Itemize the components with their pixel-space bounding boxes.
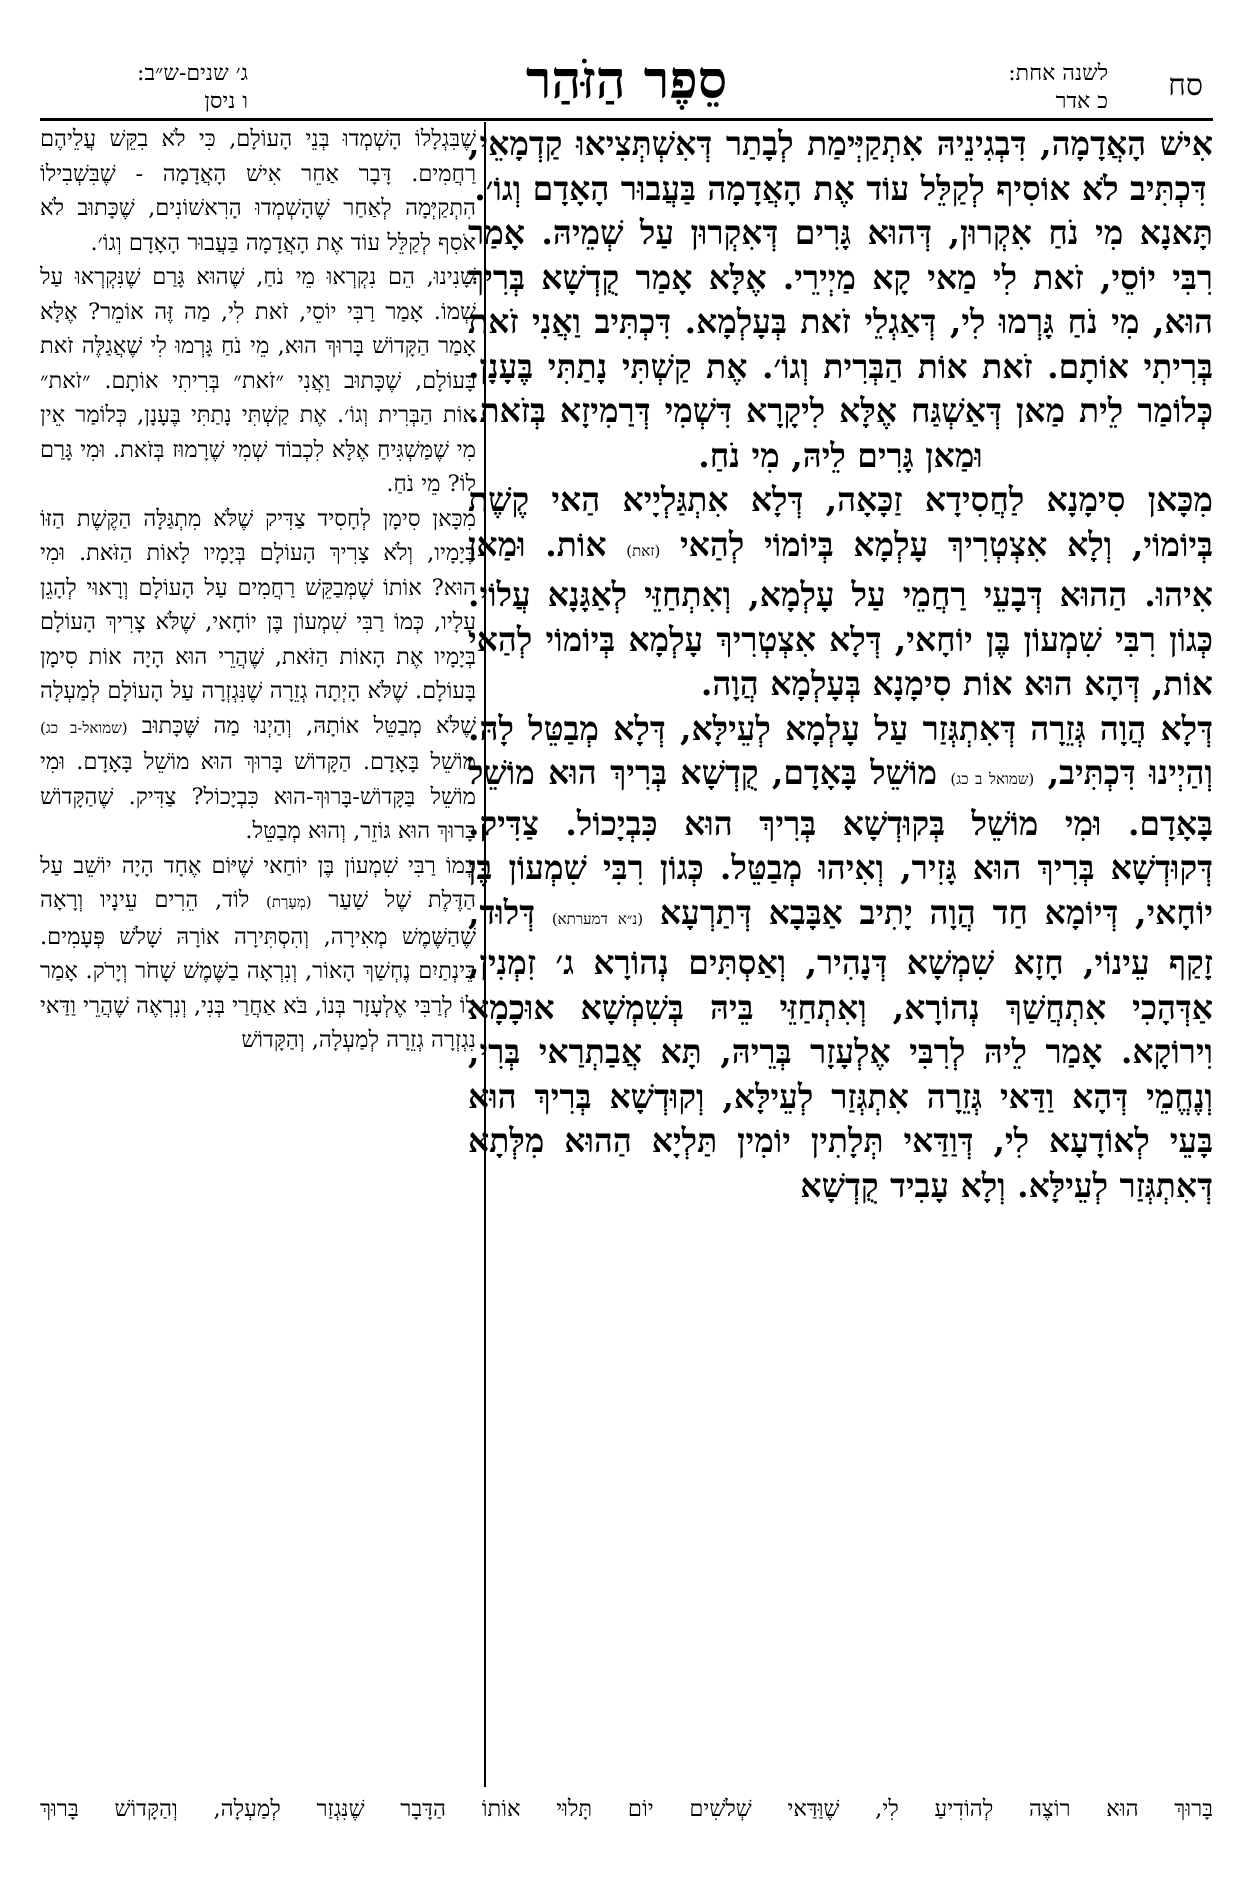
main-paragraph-text: דְּלוּד, זָקַף עֵינוֹי, חָזָא שִׁמְשָׁא דְּנָהִיר, וְאַסְתִּים נְהוֹרָא ג׳ זִמְנִין, אַדְּהָכִי אִתְחֲשַׁךְ נְהוֹרָא, וְאִתְחַזֵּי בֵּיהּ בְּשִׁמְשָׁא אוּכָמָא וִירוֹקָא. אָמַר לֵיהּ לְרִבִּי אֶלְעָזָר בְּרֵיהּ, תָּא אֲבַתְרַאי בְּרִי, וְנֶחֱמֵי דְּהָא וַדַּאי גְּזֵרָה אִתְגְּזַר לְעֵילָּא, וְקוּדְשָׁא בְּרִיךְ הוּא בָּעֵי לְאוֹדָעָא לִי, דְּוַדַּאי תְּלָתִין יוֹמִין תַּלְיָא הַהוּא מִלְּתָא דְּאִתְגְּזַר לְעֵילָּא. וְלָא עָבִיד קֻדְשָׁא bbox=[468, 892, 1213, 1205]
bottom-commentary-line: בָּרוּךְ הוּא רוֹצֶה לְהוֹדִיעַ לִי, שֶׁוַּדַּאי שְׁלֹשִׁים יוֹם תָּלוּי אוֹתוֹ הַדָּבָר שֶׁנִּגְזַר לְמַעְלָה, וְהַקָּדוֹשׁ בָּרוּךְ bbox=[40, 1796, 1213, 1822]
header-right-line1: לשנה אחת: bbox=[1008, 61, 1108, 86]
commentary-paragraph bbox=[40, 502, 476, 849]
header-right-line2: כ אדר bbox=[1055, 89, 1108, 114]
header-left-line2: ו ניסן bbox=[204, 89, 248, 114]
main-ref-maarta: (נ״א דמערתא) bbox=[551, 909, 644, 928]
header-left-date bbox=[48, 60, 248, 116]
main-paragraph-text: מִכָּאן סִימָנָא לַחֲסִידָא זַכָּאָה, דְּלָא אִתְגַּלְיָיא הַאי קֶשֶׁת בְּיוֹמוֹי, וְלָא אִצְטְרִיךְ עָלְמָא בְּיוֹמוֹי לְהַאי bbox=[468, 480, 1213, 564]
page-number: סח bbox=[1168, 68, 1203, 103]
commentary-paragraph-text: מוֹשֵׁל בָּאָדָם. הַקָּדוֹשׁ בָּרוּךְ הוּא מוֹשֵׁל בָּאָדָם. וּמִי מוֹשֵׁל בַּקָּדוֹשׁ-בָּרוּךְ-הוּא כִּבְיָכוֹל? צַדִּיק. שֶׁהַקָּדוֹשׁ בָּרוּךְ הוּא גּוֹזֵר, וְהוּא מְבַטֵּל. bbox=[40, 749, 476, 844]
commentary-paragraph bbox=[40, 849, 476, 1058]
commentary-paragraph: שֶׁבִּגְלָלוֹ הָשְׁמְדוּ בְּנֵי הָעוֹלָם, כִּי לֹא בִקֵּשׁ עֲלֵיהֶם רַחֲמִים. דָּבָר אַחֵר אִישׁ הָאֲדָמָה - שֶׁבִּשְׁבִילוֹ הִתְקַיְּמָה לְאַחַר שֶׁהָשְׁמְדוּ הָרִאשׁוֹנִים, שֶׁכָּתוּב לֹא אֹסִף לְקַלֵּל עוֹד אֶת הָאֲדָמָה בַּעֲבוּר הָאָדָם וְגוֹ׳. bbox=[40, 126, 476, 256]
main-paragraph-text: מוֹשֵׁל בָּאָדָם, קֻדְשָׁא בְּרִיךְ הוּא מוֹשֵׁל בָּאָדָם. וּמִי מוֹשֵׁל בְּקוּדְשָׁא בְּרִיךְ הוּא כִּבְיָכוֹל. צַדִּיק. דְּקוּדְשָׁא בְּרִיךְ הוּא גָּזִיר, וְאִיהוּ מְבַטֵּל. כְּגוֹן רִבִּי שִׁמְעוֹן בֶּן יוֹחָאי, דְּיוֹמָא חַד הֲוָה יָתִיב אַבָּבָא דְּתַרְעָא bbox=[468, 753, 1213, 932]
main-paragraph bbox=[468, 478, 1213, 707]
commentary-column bbox=[40, 122, 476, 1058]
commentary-ref-samuel: (שמואל-ב כג) bbox=[40, 718, 128, 737]
commentary-paragraph-text: לוֹד, הֵרִים עֵינָיו וְרָאָה שֶׁהַשֶּׁמֶשׁ מְאִירָה, וְהִסְתִּירָה אוֹרָהּ שָׁלֹשׁ פְּעָמִים. בֵּינְתַיִם נֶחְשַׁךְ הָאוֹר, וְנִרְאָה בַשֶּׁמֶשׁ שָׁחֹר וְיָרֹק. אָמַר לוֹ לְרַבִּי אֶלְעָזָר בְּנוֹ, בֹּא אַחֲרַי בְּנִי, וְנִרְאֶה שֶׁהֲרֵי וַדַּאי נִגְזְרָה גְזֵרָה לְמַעְלָה, וְהַקָּדוֹשׁ bbox=[40, 887, 476, 1053]
main-paragraph-text: דְּלָא הֲוָה גְּזֵרָה דְּאִתְגְּזַר עַל עָלְמָא לְעֵילָּא, דְּלָא מְבַטֵּל לָהּ. וְהַיְינוּ דִּכְתִּיב, bbox=[468, 708, 1213, 792]
main-ref-samuel: (שמואל ב כג) bbox=[950, 770, 1035, 788]
main-paragraph: תָּאנָא מִי נֹחַ אִקְרוּן, דְּהוּא גָּרִים דְּאִקְרוּן עַל שְׁמֵיהּ. אָמַר רִבִּי יוֹסֵי, זֹאת לִי מַאי קָא מַיְירֵי. אֶלָּא אָמַר קֻדְשָׁא בְּרִיךְ הוּא, מִי נֹחַ גָּרְמוּ לִי, דְּאַגְלֵי זֹאת בְּעָלְמָא. דִּכְתִּיב וַאֲנִי זֹאת בְּרִיתִי אוֹתָם. זֹאת אוֹת הַבְּרִית וְגוֹ׳. אֶת קַשְׁתִּי נָתַתִּי בֶּעָנָן. כְּלוֹמַר לֵית מַאן דְּאַשְׁגַּח אֶלָּא לִיקָרָא דִּשְׁמִי דְּרַמִיזָא בְּזֹאת. וּמַאן גָּרִים לֵיהּ, מִי נֹחַ. bbox=[468, 213, 1213, 475]
header-left-line1: ג׳ שנים-ש״ב: bbox=[137, 61, 248, 86]
header-rule bbox=[40, 118, 1213, 121]
main-paragraph bbox=[468, 707, 1213, 1209]
main-paragraph-text: אוֹת. וּמַאן אִיהוּ. הַהוּא דְּבָעֵי רַחֲמֵי עַל עָלְמָא, וְאִתְחַזֵּי לְאַגָּנָא עֲלוֹי. כְּגוֹן רִבִּי שִׁמְעוֹן בֶּן יוֹחָאי, דְּלָא אִצְטְרִיךְ עָלְמָא בְּיוֹמוֹי לְהַאי אוֹת, דְּהָא הוּא אוֹת סִימָנָא בְּעָלְמָא הֲוָה. bbox=[468, 524, 1213, 703]
commentary-ref-maarat: (מְעָרַת) bbox=[265, 893, 312, 911]
page-title: סֵפֶר הַזֹּהַר bbox=[525, 50, 728, 111]
commentary-paragraph-text: כְּמוֹ רַבִּי שִׁמְעוֹן בֶּן יוֹחַאי שֶׁיּוֹם אֶחָד הָיָה יוֹשֵׁב עַל הַדֶּלֶת שֶׁל שַׁעַר bbox=[40, 852, 476, 913]
commentary-paragraph: שָׁנִינוּ, הֵם נִקְרְאוּ מֵי נֹחַ, שֶׁהוּא גָּרַם שֶׁנִּקְרְאוּ עַל שְׁמוֹ. אָמַר רַבִּי יוֹסֵי, זֹאת לִי, מַה זֶּה אוֹמֵר? אֶלָּא אָמַר הַקָּדוֹשׁ בָּרוּךְ הוּא, מֵי נֹחַ גָּרְמוּ לִי שֶׁאֲגַלֶּה זֹאת בָּעוֹלָם, שֶׁכָּתוּב וַאֲנִי ״זֹאת״ בְּרִיתִי אוֹתָם. ״זֹאת״ אוֹת הַבְּרִית וְגוֹ׳. אֶת קַשְׁתִּי נָתַתִּי בֶּעָנָן, כְּלוֹמַר אֵין מִי שֶׁמַּשְׁגִּיחַ אֶלָּא לִכְבוֹד שְׁמִי שֶׁרָמוּז בְּזֹאת. וּמִי גָּרַם לוֹ? מֵי נֹחַ. bbox=[40, 264, 476, 497]
commentary-paragraph-text: מִכָּאן סִימָן לְחָסִיד צַדִּיק שֶׁלֹּא מִתְגַּלָּה הַקֶּשֶׁת הַזּוֹ בְּיָמָיו, וְלֹא צָרִיךְ הָעוֹלָם בְּיָמָיו לָאוֹת הַזֹּאת. וּמִי הוּא? אוֹתוֹ שֶׁמְּבַקֵּשׁ רַחֲמִים עַל הָעוֹלָם וְרָאוּי לְהָגֵן עָלָיו, כְּמוֹ רַבִּי שִׁמְעוֹן בֶּן יוֹחָאי, שֶׁלֹּא צָרִיךְ הָעוֹלָם בְּיָמָיו אֶת הָאוֹת הַזֹּאת, שֶׁהֲרֵי הוּא הָיָה אוֹת סִימָן בָּעוֹלָם. שֶׁלֹּא הָיְתָה גְזֵרָה שֶׁנִּגְזְרָה עַל הָעוֹלָם לְמַעְלָה שֶׁלֹּא מְבַטֵּל אוֹתָהּ, וְהַיְנוּ מַה שֶּׁכָּתוּב bbox=[40, 505, 477, 739]
main-text-column bbox=[468, 122, 1213, 1208]
main-paragraph: אִישׁ הָאֲדָמָה, דִּבְגִינֵיהּ אִתְקַיְּימַת לְבָתַר דְּאִשְׁתְּצִיאוּ קַדְמָאֵי, דִּכְתִּיב לֹא אוֹסִיף לְקַלֵּל עוֹד אֶת הָאֲדָמָה בַּעֲבוּר הָאָדָם וְגוֹ׳. bbox=[468, 124, 1213, 208]
main-ref-zot: (זאת) bbox=[626, 541, 661, 560]
